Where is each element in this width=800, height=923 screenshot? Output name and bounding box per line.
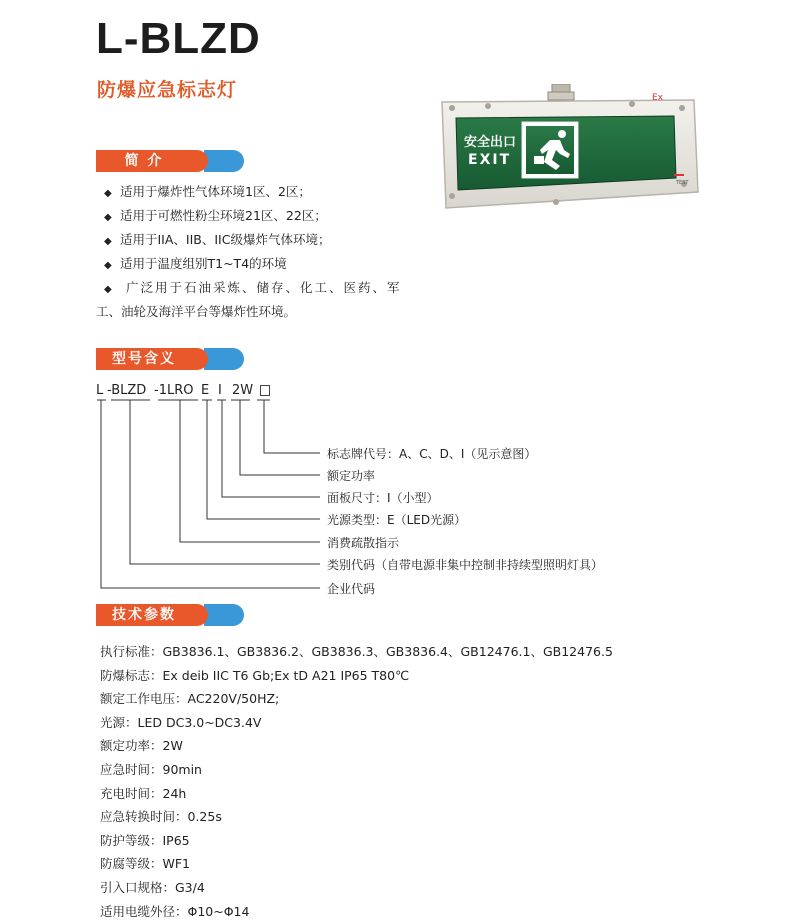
- list-item: ◆ 适用于温度组别T1~T4的环境: [104, 256, 287, 271]
- list-item: ◆ 适用于可燃性粉尘环境21区、22区；: [104, 208, 327, 223]
- spec-row: 防爆标志：Ex deib IIC T6 Gb;Ex tD A21 IP65 T80℃: [100, 667, 410, 683]
- spec-row: 光源：LED DC3.0~DC3.4V: [100, 714, 262, 730]
- spec-row: 充电时间：24h: [100, 785, 187, 801]
- list-item: ◆ 适用于IIA、IIB、IIC级爆炸气体环境；: [104, 232, 331, 247]
- code-part: 2W: [232, 383, 254, 398]
- spec-row: 额定工作电压：AC220V/50HZ;: [100, 691, 280, 707]
- intro-section-title: 简 介: [124, 153, 164, 169]
- model-meaning-section-title: 型号含义: [112, 351, 176, 367]
- code-part: L: [96, 383, 104, 398]
- list-item: ◆ 广泛用于石油采炼、储存、化工、医药、军: [104, 280, 402, 295]
- code-part: -BLZD: [107, 383, 147, 398]
- test-tag: TEST: [676, 180, 689, 186]
- legend-item: 面板尺寸：I（小型）: [327, 491, 439, 505]
- spec-row: 适用电缆外径：Φ10~Φ14: [100, 903, 250, 919]
- spec-row: 执行标准：GB3836.1、GB3836.2、GB3836.3、GB3836.4、GB12476.1、GB12476.5: [100, 644, 613, 659]
- tech-params-section-title: 技术参数: [112, 607, 176, 623]
- product-subtitle: 防爆应急标志灯: [97, 79, 238, 101]
- legend-item: 标志牌代号：A、C、D、I（见示意图）: [327, 447, 537, 461]
- tech-params-list: [100, 640, 613, 923]
- legend-item: 光源类型：E（LED光源）: [327, 513, 467, 527]
- sign-text-cn: 安全出口: [464, 135, 517, 150]
- spec-row: 防腐等级：WF1: [100, 856, 191, 872]
- legend-item: 类别代码（自带电源非集中控制非持续型照明灯具）: [327, 558, 604, 572]
- model-title: L-BLZD: [96, 14, 261, 63]
- legend-item: 企业代码: [327, 582, 376, 596]
- list-item: ◆ 适用于爆炸性气体环境1区、2区；: [104, 184, 311, 199]
- spec-row: 防护等级：IP65: [100, 832, 190, 848]
- legend-item: 额定功率: [327, 469, 376, 483]
- spec-row: 应急时间：90min: [100, 761, 202, 777]
- code-part: I: [218, 383, 222, 398]
- code-part: -1LRO: [154, 383, 194, 398]
- sign-text-en: EXIT: [468, 152, 512, 168]
- ex-mark: Ex: [652, 93, 664, 103]
- code-part: E: [201, 383, 210, 398]
- list-item-continuation: 工、油轮及海洋平台等爆炸性环境。: [96, 304, 297, 319]
- spec-row: 应急转换时间：0.25s: [100, 809, 222, 825]
- tech-params-section-tab: [96, 604, 256, 626]
- spec-row: 额定功率：2W: [100, 738, 183, 754]
- legend-item: 消费疏散指示: [327, 536, 400, 550]
- spec-row: 引入口规格：G3/4: [100, 879, 205, 895]
